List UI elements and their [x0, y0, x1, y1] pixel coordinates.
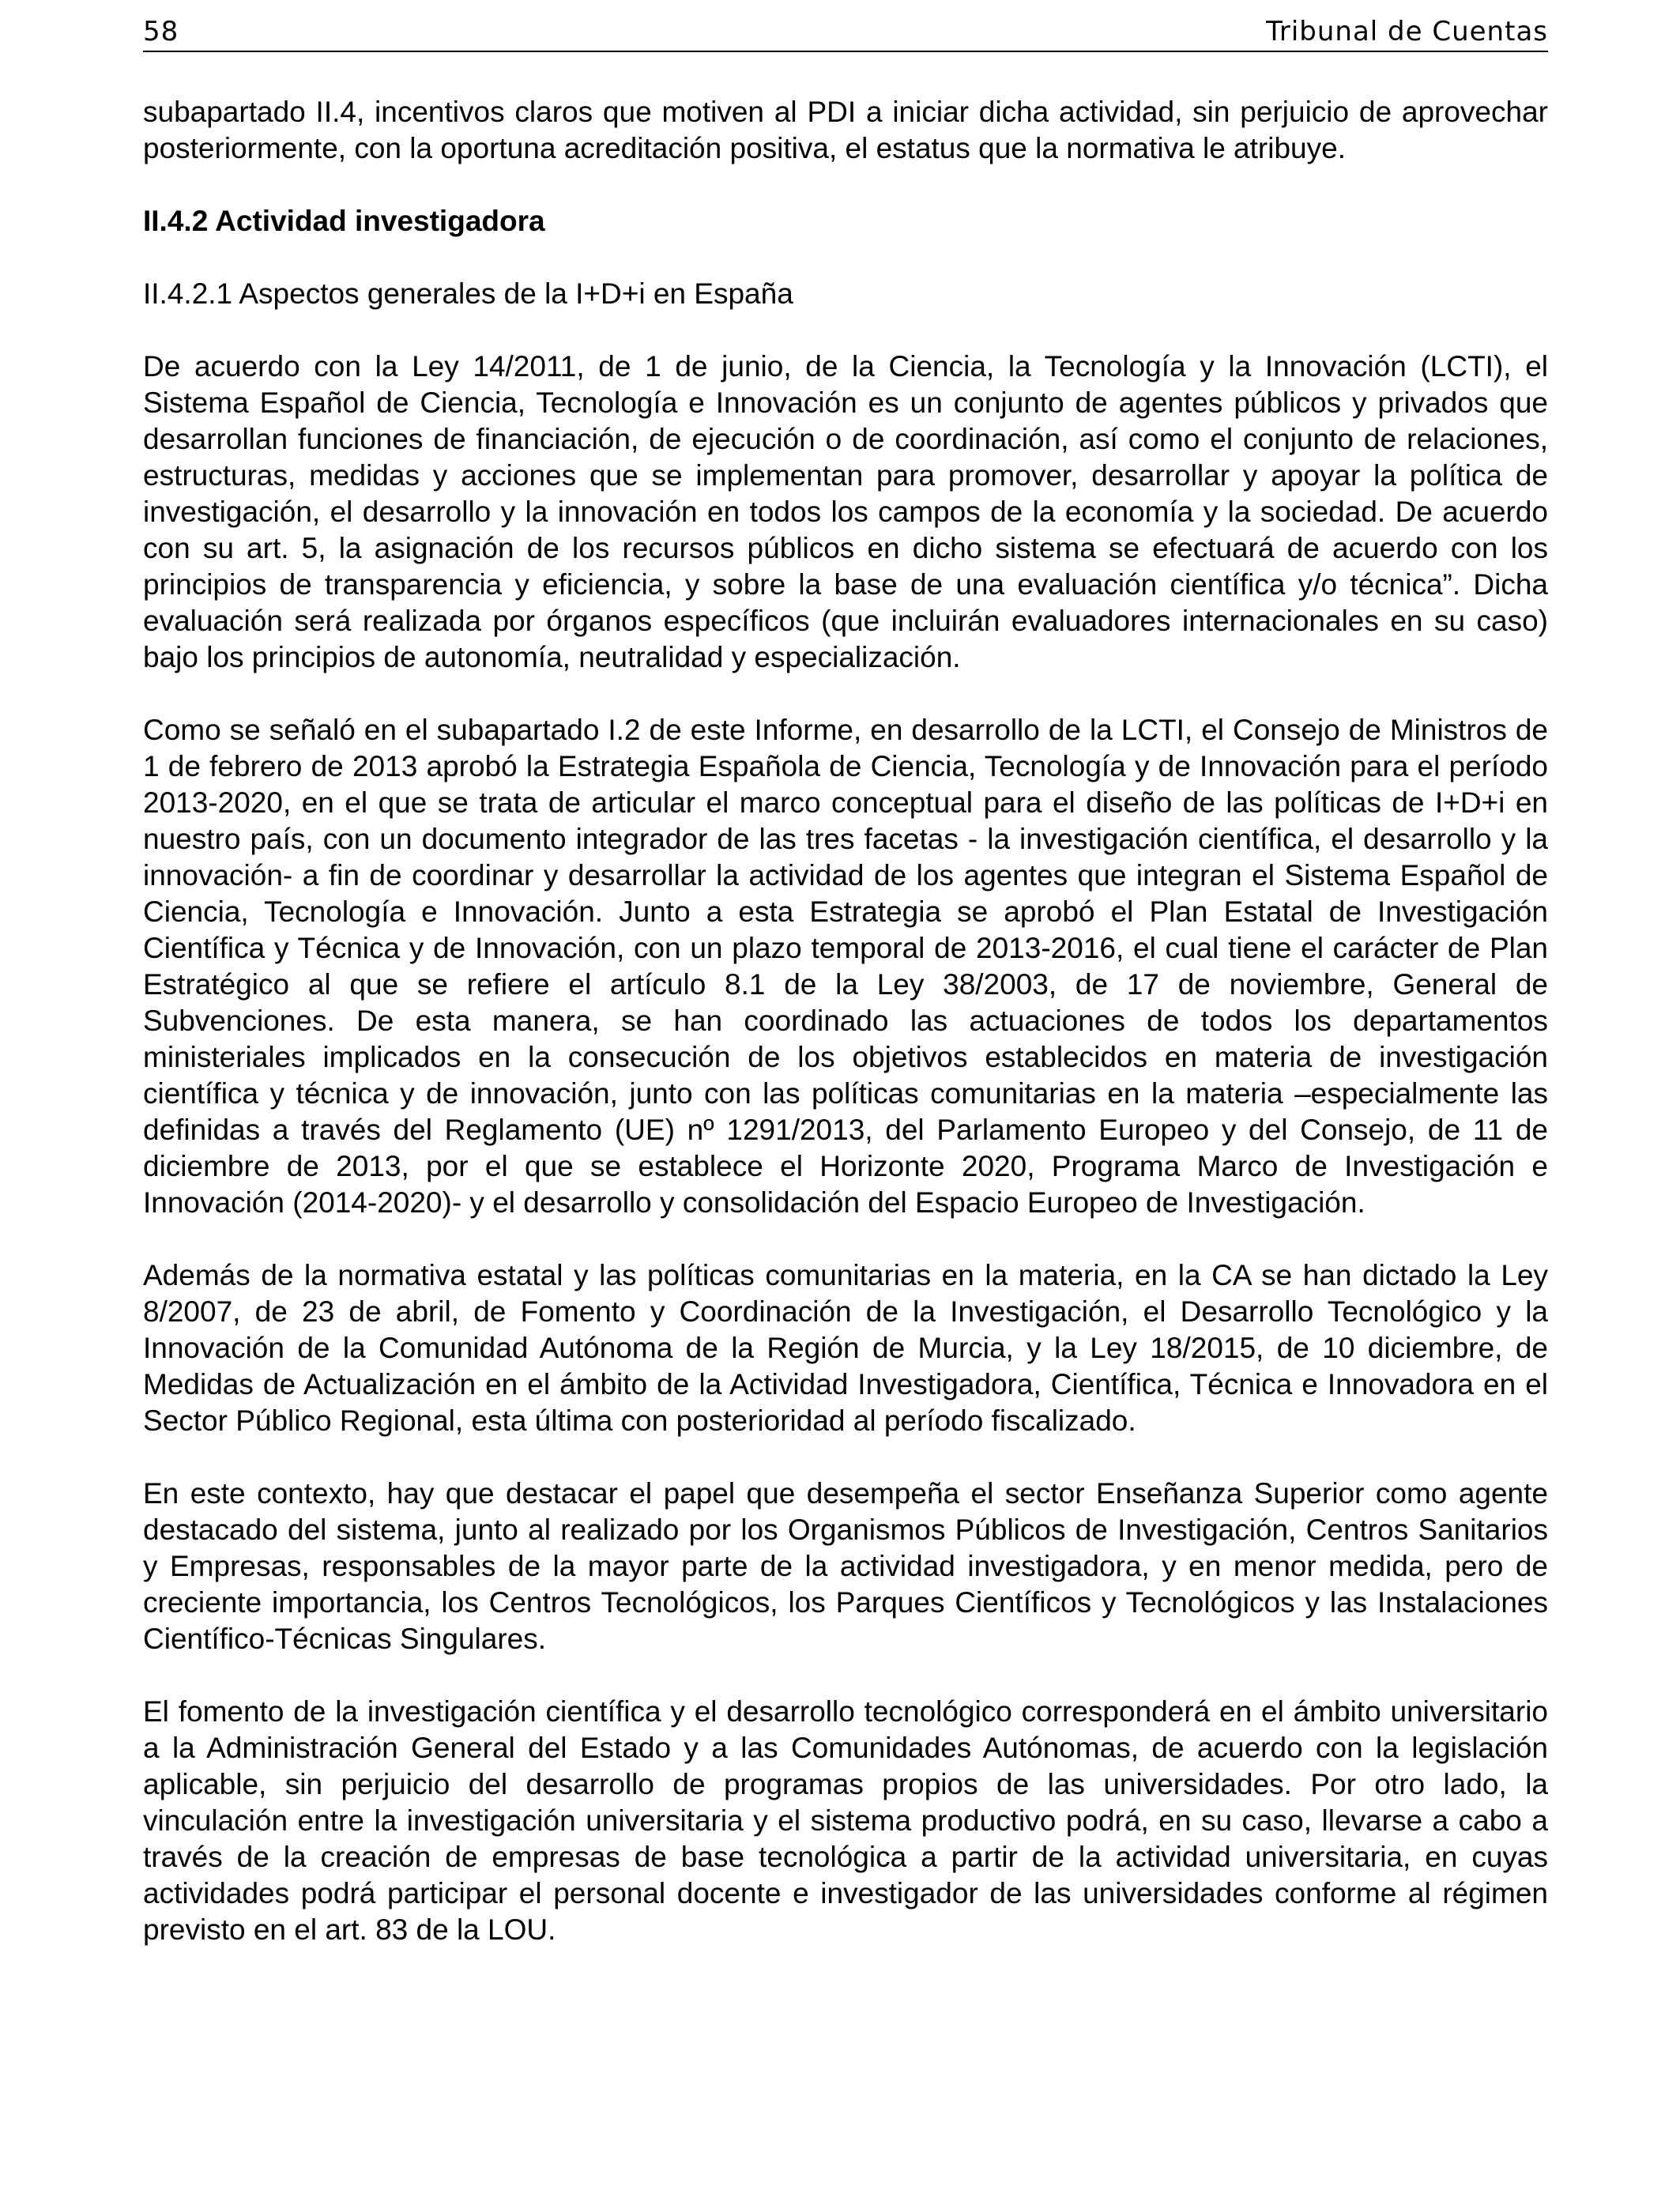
subsection-heading: II.4.2.1 Aspectos generales de la I+D+i en España	[143, 277, 793, 310]
paragraph-normativa-ca: Además de la normativa estatal y las políticas comunitarias en la materia, en la CA se han dictado la Ley 8/2007, de 23 de abril, de Fomento y Coordinación de la Investigación, el Desarrollo Tecnológico y la Innovación de la Comunidad Autónoma de la Región de Murcia, y la Ley 18/2015, de 10 diciembre, de Medidas de Actualización en el ámbito de la Actividad Investigadora, Científica, Técnica e Innovadora en el Sector Público Regional, esta última con posterioridad al período fiscalizado.	[143, 1259, 1548, 1437]
paragraph-fomento: El fomento de la investigación científica y el desarrollo tecnológico corresponderá en el ámbito universitario a la Administración General del Estado y a las Comunidades Autónomas, de acuerdo con la legislación aplicable, sin perjuicio del desarrollo de programas propios de las universidades. Por otro lado, la vinculación entre la investigación universitaria y el sistema productivo podrá, en su caso, llevarse a cabo a través de la creación de empresas de base tecnológica a partir de la actividad universitaria, en cuyas actividades podrá participar el personal docente e investigador de las universidades conforme al régimen previsto en el art. 83 de la LOU.	[143, 1695, 1548, 1946]
paragraph-continuation: subapartado II.4, incentivos claros que motiven al PDI a iniciar dicha actividad, sin perjuicio de aprovechar posteriormente, con la oportuna acreditación positiva, el estatus que la normativa le atribuye.	[143, 96, 1548, 164]
paragraph-estrategia: Como se señaló en el subapartado I.2 de este Informe, en desarrollo de la LCTI, el Consejo de Ministros de 1 de febrero de 2013 aprobó la Estrategia Española de Ciencia, Tecnología y de Innovación para el período 2013-2020, en el que se trata de articular el marco conceptual para el diseño de las políticas de I+D+i en nuestro país, con un documento integrador de las tres facetas - la investigación científica, el desarrollo y la innovación- a fin de coordinar y desarrollar la actividad de los agentes que integran el Sistema Español de Ciencia, Tecnología e Innovación. Junto a esta Estrategia se aprobó el Plan Estatal de Investigación Científica y Técnica y de Innovación, con un plazo temporal de 2013-2016, el cual tiene el carácter de Plan Estratégico al que se refiere el artículo 8.1 de la Ley 38/2003, de 17 de noviembre, General de Subvenciones. De esta manera, se han coordinado las actuaciones de todos los departamentos ministeriales implicados en la consecución de los objetivos establecidos en materia de investigación científica y técnica y de innovación, junto con las políticas comunitarias en la materia –especialmente las definidas a través del Reglamento (UE) nº 1291/2013, del Parlamento Europeo y del Consejo, de 11 de diciembre de 2013, por el que se establece el Horizonte 2020, Programa Marco de Investigación e Innovación (2014-2020)- y el desarrollo y consolidación del Espacio Europeo de Investigación.	[143, 714, 1548, 1219]
paragraph-lcti: De acuerdo con la Ley 14/2011, de 1 de junio, de la Ciencia, la Tecnología y la Innovación (LCTI), el Sistema Español de Ciencia, Tecnología e Innovación es un conjunto de agentes públicos y privados que desarrollan funciones de financiación, de ejecución o de coordinación, así como el conjunto de relaciones, estructuras, medidas y acciones que se implementan para promover, desarrollar y apoyar la política de investigación, el desarrollo y la innovación en todos los campos de la economía y la sociedad. De acuerdo con su art. 5, la asignación de los recursos públicos en dicho sistema se efectuará de acuerdo con los principios de transparencia y eficiencia, y sobre la base de una evaluación científica y/o técnica”. Dicha evaluación será realizada por órganos específicos (que incluirán evaluadores internacionales en su caso) bajo los principios de autonomía, neutralidad y especialización.	[143, 350, 1548, 673]
running-title: Tribunal de Cuentas	[1266, 16, 1548, 47]
page-header	[143, 14, 1548, 52]
section-heading: II.4.2 Actividad investigadora	[143, 205, 545, 237]
page-number: 58	[143, 16, 179, 47]
document-body	[143, 94, 1548, 1985]
paragraph-contexto: En este contexto, hay que destacar el papel que desempeña el sector Enseñanza Superior como agente destacado del sistema, junto al realizado por los Organismos Públicos de Investigación, Centros Sanitarios y Empresas, responsables de la mayor parte de la actividad investigadora, y en menor medida, pero de creciente importancia, los Centros Tecnológicos, los Parques Científicos y Tecnológicos y las Instalaciones Científico-Técnicas Singulares.	[143, 1477, 1548, 1655]
